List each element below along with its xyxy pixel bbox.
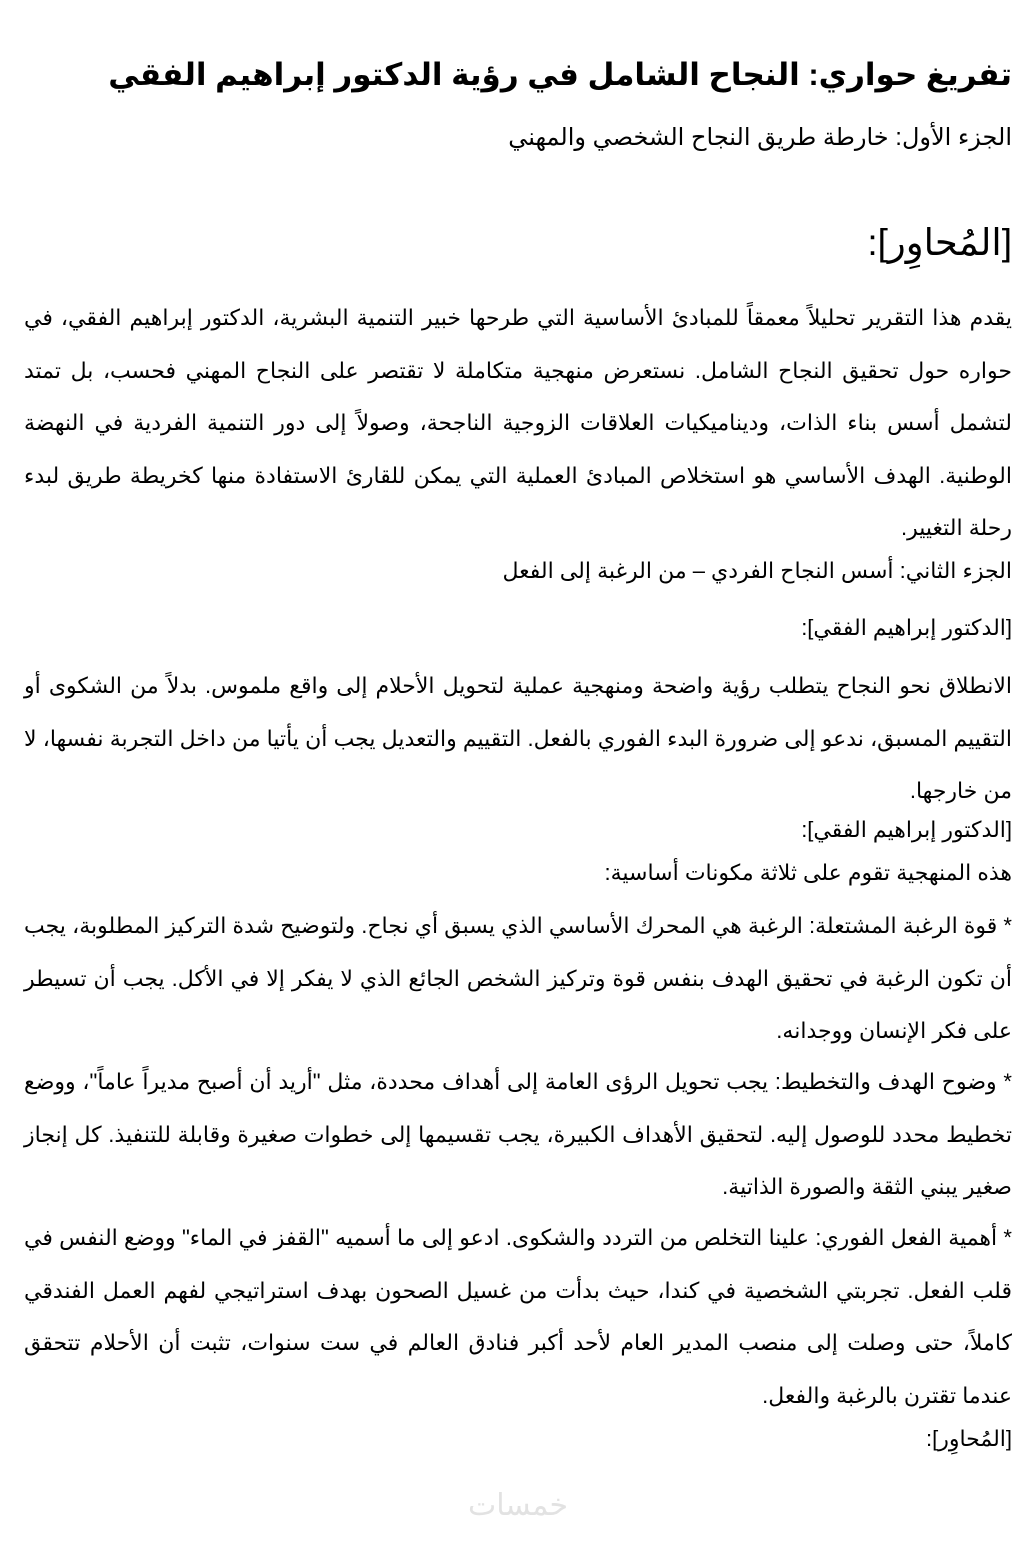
bullet-desire: * قوة الرغبة المشتعلة: الرغبة هي المحرك الأساسي الذي يسبق أي نجاح. ولتوضيح شدة التركيز المطلوبة، يجب أن تكون الرغبة في تحقيق الهدف بنفس قوة وتركيز الشخص الجائع الذي لا يفكر إلا في الأكل. يجب أن تسيطر على فكر الإنسان ووجدانه. [24,913,1012,1043]
success-start-paragraph: الانطلاق نحو النجاح يتطلب رؤية واضحة ومنهجية عملية لتحويل الأحلام إلى واقع ملموس. بدلاً من الشكوى أو التقييم المسبق، ندعو إلى ضرورة البدء الفوري بالفعل. التقييم والتعديل يجب أن يأتيا من داخل التجربة نفسها، لا من خارجها. [24,673,1012,803]
bullet-goal-planning: * وضوح الهدف والتخطيط: يجب تحويل الرؤى العامة إلى أهداف محددة، مثل "أريد أن أصبح مديراً عاماً"، ووضع تخطيط محدد للوصول إليه. لتحقيق الأهداف الكبيرة، يجب تقسيمها إلى خطوات صغيرة وقابلة للتنفيذ. كل إنجاز صغير يبني الثقة والصورة الذاتية. [24,1069,1012,1199]
part-one-heading: الجزء الأول: خارطة طريق النجاح الشخصي والمهني [508,124,1012,151]
speaker-label-dr-ibrahim: [الدكتور إبراهيم الفقي]: [801,615,1012,640]
interviewer-label-2: [المُحاوِر]: [925,1426,1012,1451]
bullet-immediate-action: * أهمية الفعل الفوري: علينا التخلص من التردد والشكوى. ادعو إلى ما أسميه "القفز في الماء" ووضع النفس في قلب الفعل. تجربتي الشخصية في كندا، حيث بدأت من غسيل الصحون بهدف استراتيجي لفهم العمل الفندقي كاملاً، حتى وصلت إلى منصب المدير العام لأحد أكبر فنادق العالم في ست سنوات، تثبت أن الأحلام تتحقق عندما تقترن بالرغبة والفعل. [24,1225,1012,1408]
watermark-logo: خمسات [467,1489,569,1522]
interviewer-label: [المُحاوِر]: [867,222,1012,263]
intro-paragraph: يقدم هذا التقرير تحليلاً معمقاً للمبادئ الأساسية التي طرحها خبير التنمية البشرية، الدكتور إبراهيم الفقي، في حواره حول تحقيق النجاح الشامل. نستعرض منهجية متكاملة لا تقتصر على النجاح المهني فحسب، بل تمتد لتشمل أسس بناء الذات، وديناميكيات العلاقات الزوجية الناجحة، وصولاً إلى دور التنمية الفردية في النهضة الوطنية. الهدف الأساسي هو استخلاص المبادئ العملية التي يمكن للقارئ الاستفادة منها كخريطة طريق لبدء رحلة التغيير. [24,305,1012,540]
speaker-label-dr-ibrahim-2: [الدكتور إبراهيم الفقي]: [801,817,1012,842]
document-title: تفريغ حواري: النجاح الشامل في رؤية الدكتور إبراهيم الفقي [108,57,1012,92]
components-intro: هذه المنهجية تقوم على ثلاثة مكونات أساسية: [604,860,1012,885]
part-two-heading: الجزء الثاني: أسس النجاح الفردي – من الرغبة إلى الفعل [502,558,1012,583]
